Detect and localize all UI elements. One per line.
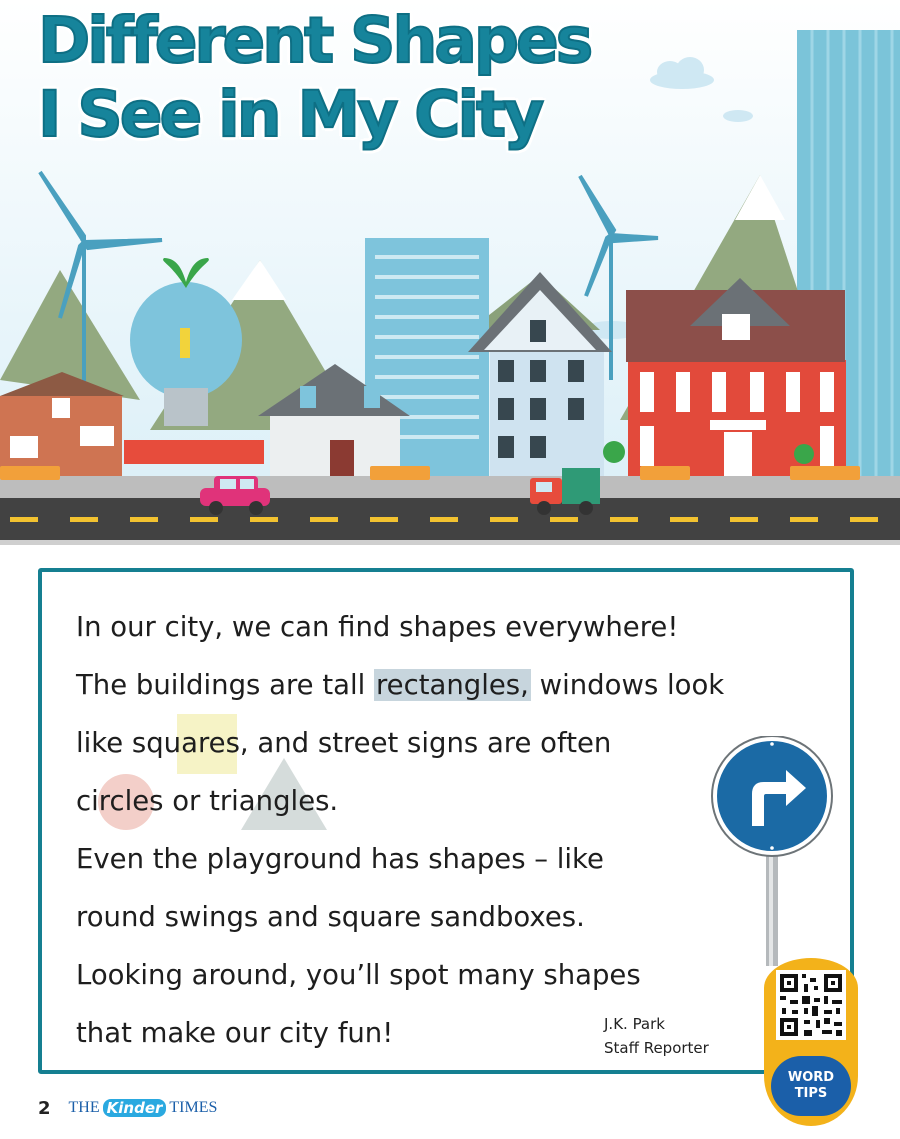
article-line: circles or triangles. <box>76 772 836 830</box>
byline <box>604 1012 709 1060</box>
article-line: round swings and square sandboxes. <box>76 901 585 933</box>
title-line-2: I See in My City <box>38 78 542 151</box>
rectangles-highlight: rectangles, <box>375 669 529 701</box>
page-footer <box>38 1094 217 1122</box>
author-name: J.K. Park <box>604 1015 665 1033</box>
article-line: In our city, we can find shapes everywhere! <box>76 611 679 643</box>
article-line: Looking around, you’ll spot many shapes <box>76 959 641 991</box>
title-line-1: Different Shapes <box>38 4 591 77</box>
publication-logo: THE Kinder TIMES <box>68 1099 218 1117</box>
page-number: 2 <box>38 1097 51 1119</box>
qr-code-icon[interactable] <box>776 970 846 1040</box>
article-line: The buildings are tall rectangles, windows look <box>76 669 725 701</box>
city-illustration <box>0 0 900 545</box>
article-line: that make our city fun! <box>76 1017 394 1049</box>
article-line: Even the playground has shapes – like <box>76 843 604 875</box>
word-tips-panel[interactable] <box>764 958 858 1126</box>
article-line: like squares, and street signs are often <box>76 714 836 772</box>
author-role: Staff Reporter <box>604 1039 709 1057</box>
word-tips-button[interactable]: WORD TIPS <box>771 1056 851 1116</box>
page-title <box>38 4 590 152</box>
turn-right-sign-icon <box>708 736 834 966</box>
